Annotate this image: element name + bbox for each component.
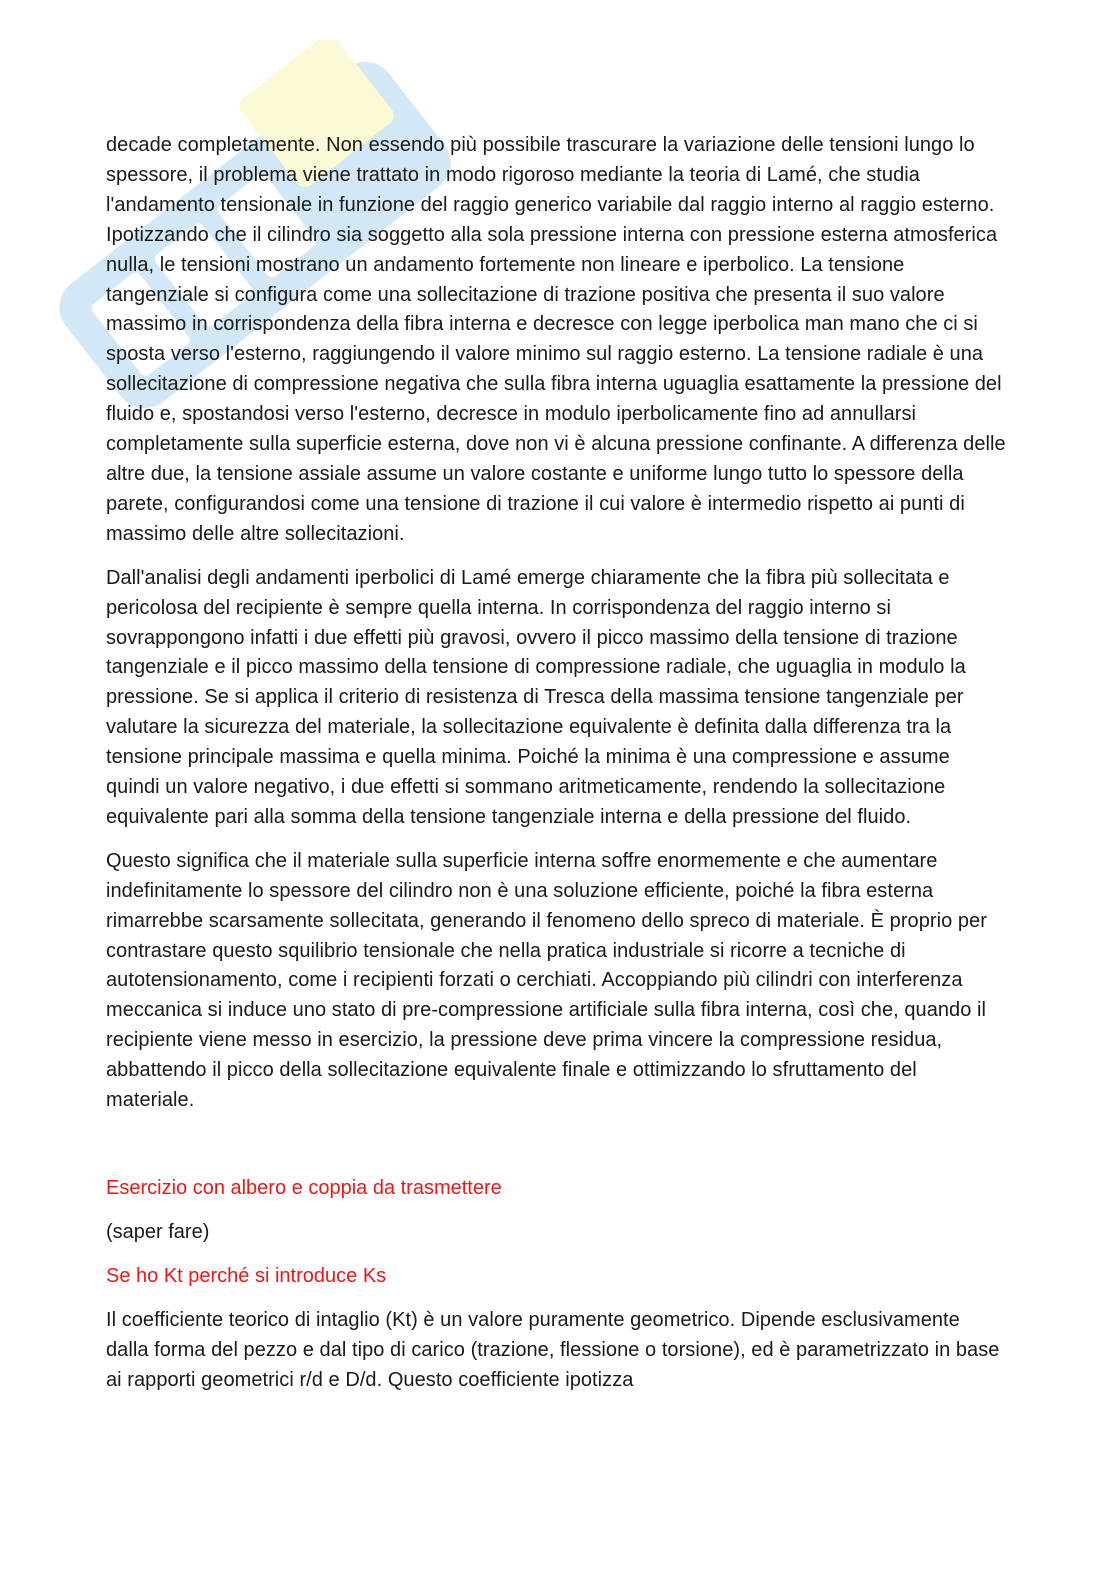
paragraph-lame-theory: decade completamente. Non essendo più possibile trascurare la variazione delle tensioni lungo lo spessore, il problema viene trattato in modo rigoroso mediante la teoria di Lamé, che studia l'andamento tensionale in funzione del raggio generico variabile dal raggio interno al raggio esterno. Ipotizzando che il cilindro sia soggetto alla sola pressione interna con pressione esterna atmosferica nulla, le tensioni mostrano un andamento fortemente non lineare e iperbolico. La tensione tangenziale si configura come una sollecitazione di trazione positiva che presenta il suo valore massimo in corrispondenza della fibra interna e decresce con legge iperbolica man mano che ci si sposta verso l'esterno, raggiungendo il valore minimo sul raggio esterno. La tensione radiale è una sollecitazione di compressione negativa che sulla fibra interna uguaglia esattamente la pressione del fluido e, spostandosi verso l'esterno, decresce in modulo iperbolicamente fino ad annullarsi completamente sulla superficie esterna, dove non vi è alcuna pressione confinante. A differenza delle altre due, la tensione assiale assume un valore costante e uniforme lungo tutto lo spessore della parete, configurandosi come una tensione di trazione il cui valore è intermedio rispetto ai punti di massimo delle altre sollecitazioni. [106, 134, 1006, 545]
section-heading-exercise: Esercizio con albero e coppia da trasmettere [106, 1177, 502, 1199]
section-heading-kt-ks: Se ho Kt perché si introduce Ks [106, 1264, 387, 1287]
section-note: (saper fare) [106, 1220, 210, 1243]
paragraph-tresca-criterion: Dall'analisi degli andamenti iperbolici di Lamé emerge chiaramente che la fibra più sollecitata e pericolosa del recipiente è sempre quella interna. In corrispondenza del raggio interno si sovrappongono infatti i due effetti più gravosi, ovvero il picco massimo della tensione di trazione tangenziale e il picco massimo della tensione di compressione radiale, che uguaglia in modulo la pressione. Se si applica il criterio di resistenza di Tresca della massima tensione tangenziale per valutare la sicurezza del materiale, la sollecitazione equivalente è definita dalla differenza tra la tensione principale massima e quella minima. Poiché la minima è una compressione e assume quindi un valore negativo, i due effetti si sommano aritmeticamente, rendendo la sollecitazione equivalente pari alla somma della tensione tangenziale interna e della pressione del fluido. [106, 566, 966, 828]
paragraph-kt-definition: Il coefficiente teorico di intaglio (Kt) è un valore puramente geometrico. Dipende esclusivamente dalla forma del pezzo e dal tipo di carico (trazione, flessione o torsione), ed è parametrizzato in base ai rapporti geometrici r/d e D/d. Questo coefficiente ipotizza [106, 1308, 1000, 1391]
paragraph-autofrettage: Questo significa che il materiale sulla superficie interna soffre enormemente e che aumentare indefinitamente lo spessore del cilindro non è una soluzione efficiente, poiché la fibra esterna rimarrebbe scarsamente sollecitata, generando il fenomeno dello spreco di materiale. È proprio per contrastare questo squilibrio tensionale che nella pratica industriale si ricorre a tecniche di autotensionamento, come i recipienti forzati o cerchiati. Accoppiando più cilindri con interferenza meccanica si induce uno stato di pre-compressione artificiale sulla fibra interna, così che, quando il recipiente viene messo in esercizio, la pressione deve prima vincere la compressione residua, abbattendo il picco della sollecitazione equivalente finale e ottimizzando lo sfruttamento del materiale. [106, 849, 987, 1112]
document-page [106, 131, 1006, 1409]
section-spacer [106, 1130, 1006, 1174]
